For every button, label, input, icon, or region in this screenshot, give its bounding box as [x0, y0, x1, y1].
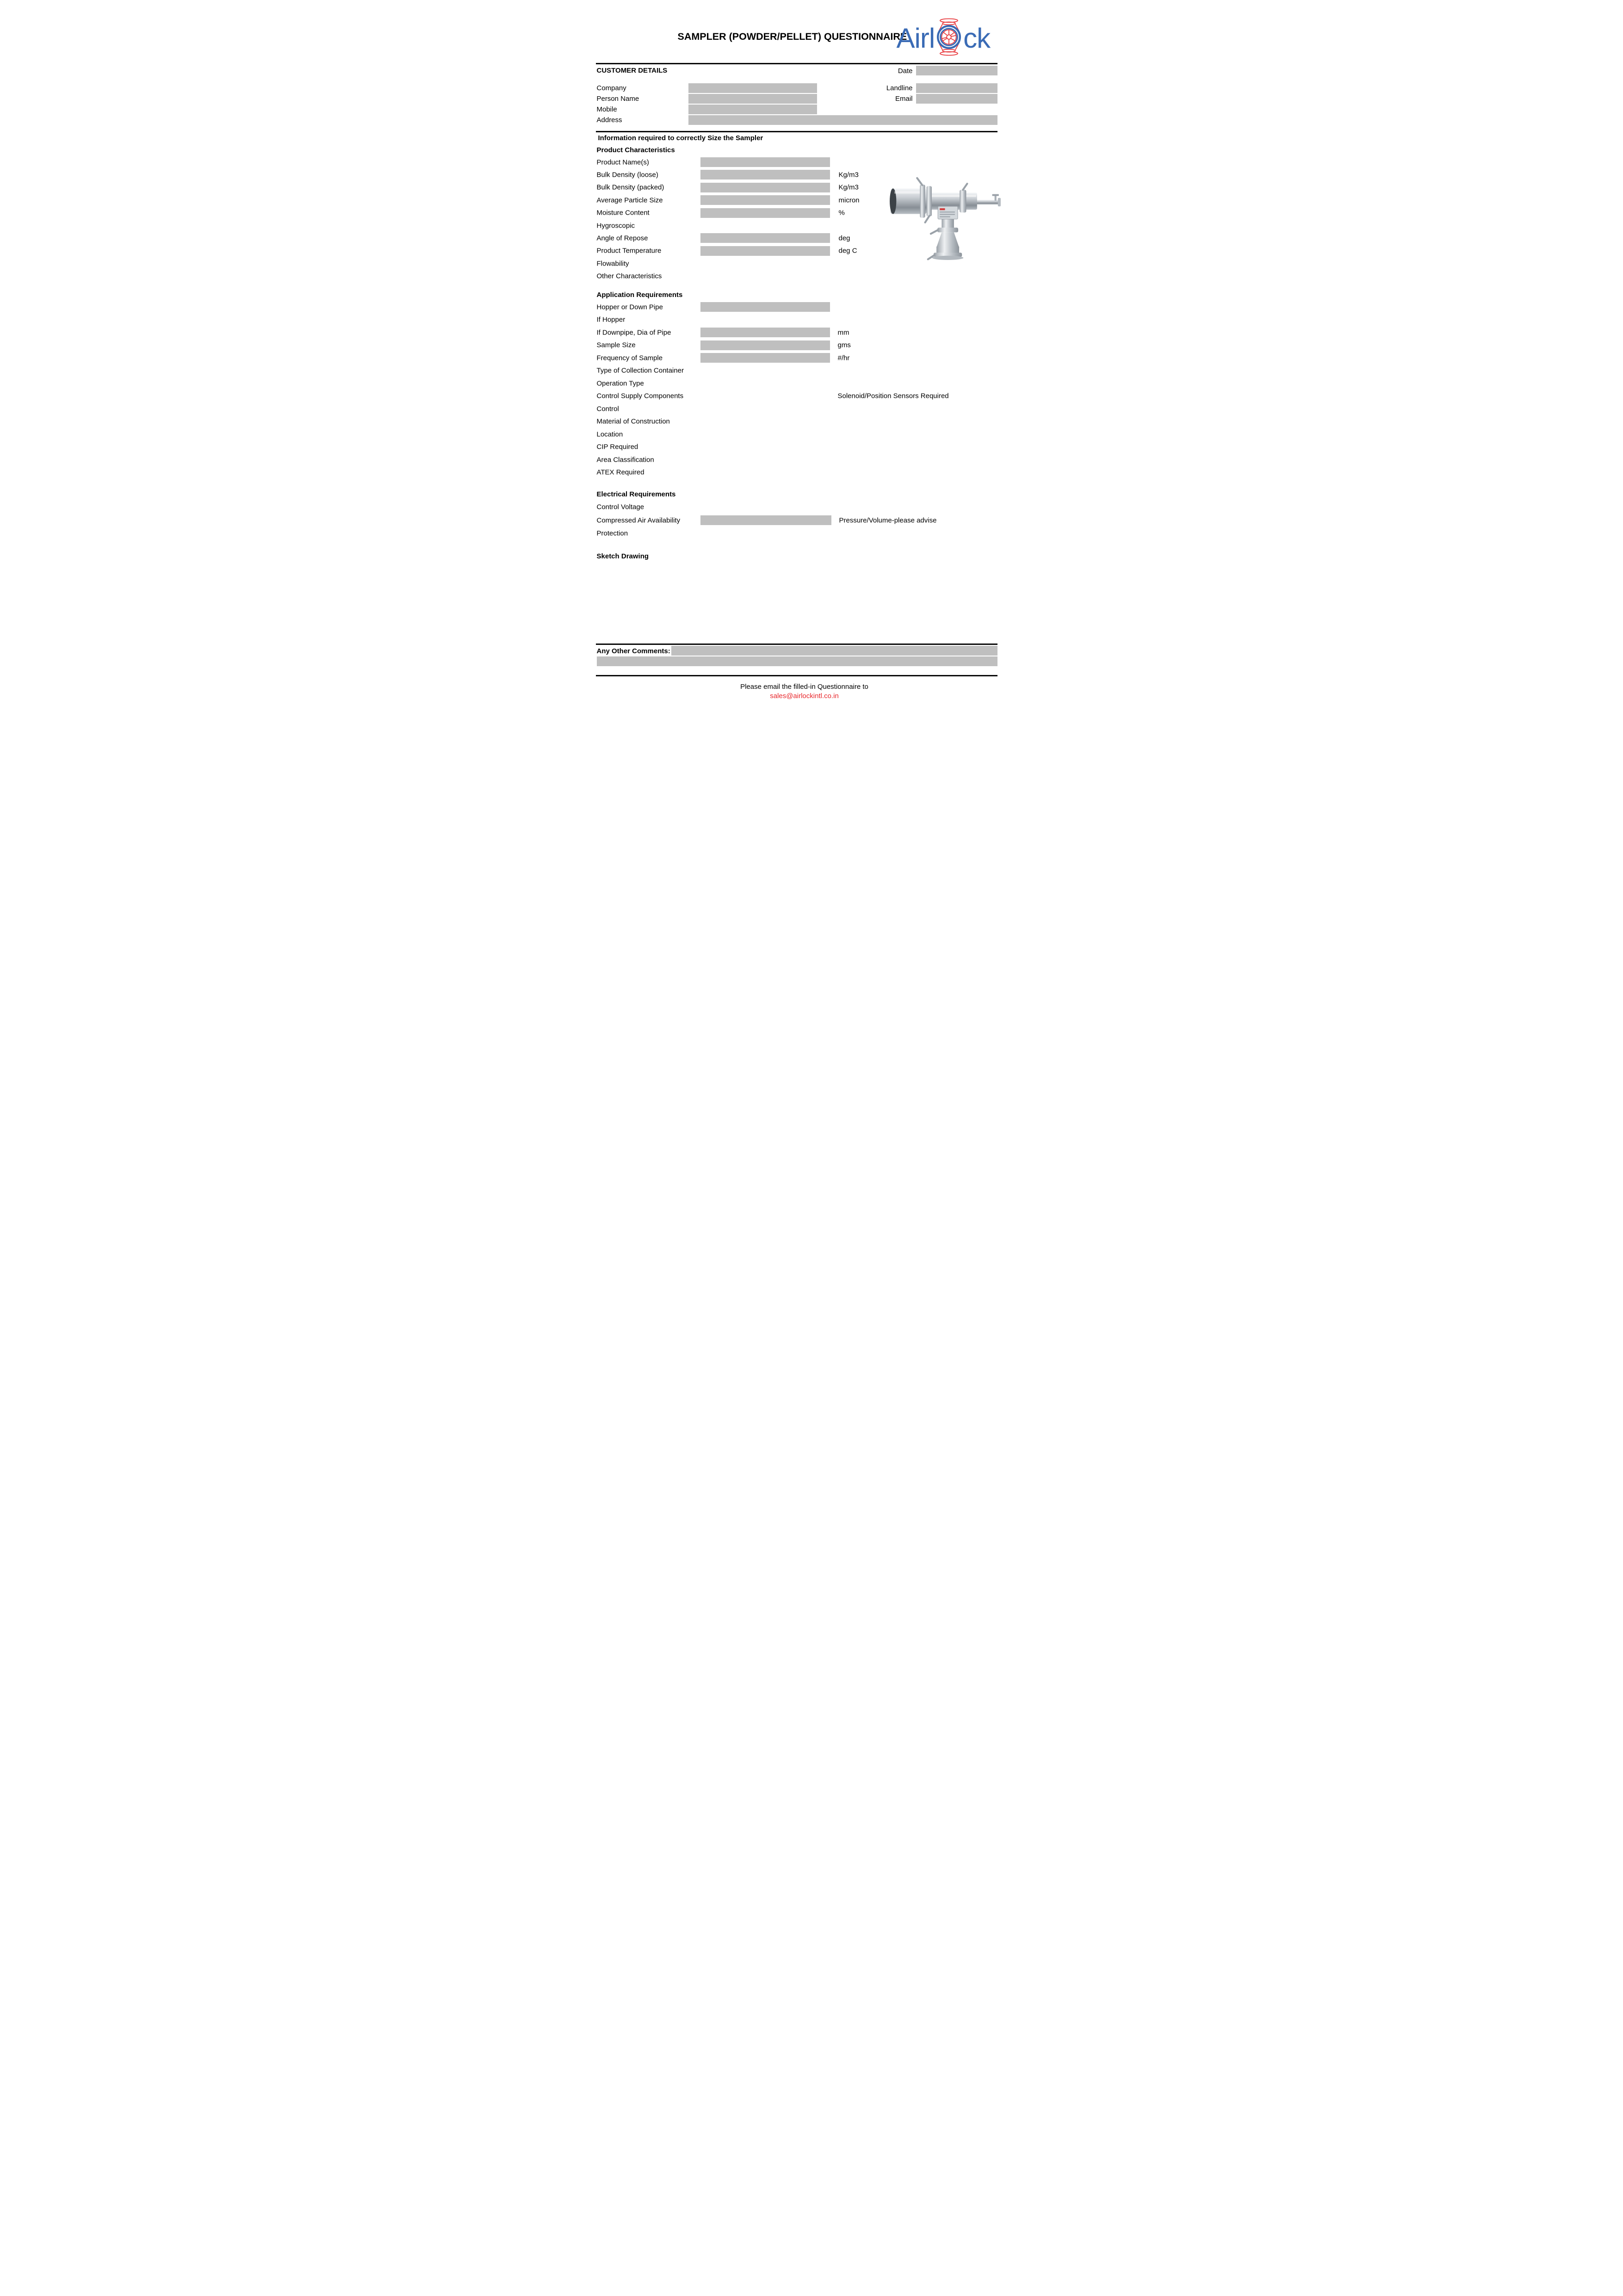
material-of-construction-label: Material of Construction: [596, 417, 670, 426]
divider-comments-top: [596, 644, 997, 645]
other-comments-label: Any Other Comments:: [596, 647, 670, 655]
atex-required-label: ATEX Required: [596, 468, 644, 477]
protection-label: Protection: [596, 529, 628, 538]
frequency-of-sample-label: Frequency of Sample: [596, 354, 663, 362]
if-downpipe-dia-of-pipe-row: [597, 326, 1041, 339]
compressed-air-availability-input[interactable]: [700, 515, 831, 525]
page-title: SAMPLER (POWDER/PELLET) QUESTIONNAIRE: [677, 31, 907, 42]
sample-size-input[interactable]: [700, 340, 830, 350]
angle-of-repose-label: Angle of Repose: [596, 234, 648, 242]
hopper-or-down-pipe-input[interactable]: [700, 302, 830, 312]
average-particle-size-input[interactable]: [700, 195, 830, 205]
average-particle-size-label: Average Particle Size: [596, 196, 663, 204]
control-supply-components-label: Control Supply Components: [596, 392, 684, 400]
sketch-drawing-heading: Sketch Drawing: [596, 552, 649, 560]
product-temperature-input[interactable]: [700, 246, 830, 256]
control-voltage-row: [597, 501, 1041, 514]
sales-email-link[interactable]: sales@airlockintl.co.in: [770, 692, 839, 700]
material-of-construction-row: [597, 415, 1041, 428]
rotary-valve-icon: [935, 20, 963, 56]
operation-type-label: Operation Type: [596, 379, 644, 388]
date-label: Date: [898, 67, 913, 75]
bulk-density-packed-input[interactable]: [700, 183, 830, 192]
application-requirements-rows: [597, 301, 1041, 479]
if-downpipe-dia-of-pipe-unit-label: mm: [837, 328, 849, 337]
landline-label: Landline: [886, 84, 913, 92]
product-temperature-label: Product Temperature: [596, 247, 662, 255]
electrical-requirements-heading: Electrical Requirements: [596, 490, 676, 498]
customer-details-heading: CUSTOMER DETAILS: [596, 67, 668, 74]
logo-text-right: ck: [963, 23, 991, 54]
other-comments-input-1[interactable]: [671, 646, 997, 656]
control-voltage-label: Control Voltage: [596, 503, 644, 511]
other-comments-input-2[interactable]: [597, 656, 997, 666]
type-of-collection-container-row: [597, 365, 1041, 378]
person-name-input[interactable]: [688, 94, 817, 104]
hopper-or-down-pipe-row: [597, 301, 1041, 314]
cip-required-label: CIP Required: [596, 443, 638, 451]
sample-size-unit-label: gms: [837, 341, 851, 349]
electrical-requirements-rows: [597, 501, 1041, 540]
company-input[interactable]: [688, 83, 817, 93]
sketch-drawing-area[interactable]: [597, 562, 997, 641]
landline-input[interactable]: [916, 83, 997, 93]
sample-size-row: [597, 339, 1041, 352]
control-supply-components-row: [597, 390, 1041, 403]
questionnaire-page: [557, 0, 1067, 722]
control-label: Control: [596, 405, 619, 413]
product-name-s-row: [597, 156, 1041, 168]
area-classification-row: [597, 453, 1041, 466]
frequency-of-sample-row: [597, 352, 1041, 365]
type-of-collection-container-label: Type of Collection Container: [596, 366, 684, 375]
mobile-label: Mobile: [596, 105, 617, 113]
frequency-of-sample-input[interactable]: [700, 353, 830, 363]
average-particle-size-unit-label: micron: [838, 196, 860, 204]
location-row: [597, 428, 1041, 441]
product-temperature-unit-label: deg C: [838, 247, 857, 255]
atex-required-row: [597, 466, 1041, 479]
divider-customer-bottom: [596, 131, 997, 132]
other-characteristics-row: [597, 270, 1041, 283]
bulk-density-loose-label: Bulk Density (loose): [596, 171, 658, 179]
control-supply-components-unit-label: Solenoid/Position Sensors Required: [837, 392, 949, 400]
compressed-air-availability-row: [597, 514, 1041, 527]
airlock-logo: [897, 19, 991, 58]
bulk-density-loose-unit-label: Kg/m3: [838, 171, 859, 179]
bulk-density-packed-unit-label: Kg/m3: [838, 183, 859, 192]
footer-email-line: [557, 692, 1053, 700]
divider-top: [596, 63, 997, 64]
hygroscopic-label: Hygroscopic: [596, 222, 635, 230]
protection-row: [597, 527, 1041, 540]
product-name-s-label: Product Name(s): [596, 158, 649, 167]
application-requirements-heading: Application Requirements: [596, 291, 683, 299]
sampler-product-image: [889, 170, 1002, 263]
hopper-or-down-pipe-label: Hopper or Down Pipe: [596, 303, 663, 311]
product-name-s-input[interactable]: [700, 157, 830, 167]
control-row: [597, 402, 1041, 415]
email-label: Email: [895, 95, 913, 103]
person-name-label: Person Name: [596, 95, 639, 103]
operation-type-row: [597, 377, 1041, 390]
moisture-content-unit-label: %: [838, 209, 845, 217]
bulk-density-loose-input[interactable]: [700, 170, 830, 179]
email-input[interactable]: [916, 94, 997, 104]
if-hopper-label: If Hopper: [596, 316, 626, 324]
flowability-label: Flowability: [596, 260, 629, 268]
compressed-air-availability-label: Compressed Air Availability: [596, 516, 681, 525]
other-characteristics-label: Other Characteristics: [596, 272, 662, 280]
logo-text-left: Airl: [896, 23, 935, 54]
if-downpipe-dia-of-pipe-input[interactable]: [700, 328, 830, 337]
compressed-air-availability-unit-label: Pressure/Volume-please advise: [839, 516, 937, 525]
company-label: Company: [596, 84, 626, 92]
footer-instruction: Please email the filled-in Questionnaire to: [740, 683, 868, 691]
moisture-content-input[interactable]: [700, 208, 830, 218]
mobile-input[interactable]: [688, 105, 817, 114]
area-classification-label: Area Classification: [596, 456, 654, 464]
angle-of-repose-input[interactable]: [700, 233, 830, 243]
divider-comments-bottom: [596, 675, 997, 676]
if-downpipe-dia-of-pipe-label: If Downpipe, Dia of Pipe: [596, 328, 671, 337]
product-characteristics-heading: Product Characteristics: [596, 146, 675, 154]
bulk-density-packed-label: Bulk Density (packed): [596, 183, 664, 192]
cip-required-row: [597, 441, 1041, 454]
if-hopper-row: [597, 314, 1041, 327]
info-heading: Information required to correctly Size the Sampler: [598, 134, 763, 142]
moisture-content-label: Moisture Content: [596, 209, 650, 217]
frequency-of-sample-unit-label: #/hr: [837, 354, 850, 362]
location-label: Location: [596, 430, 623, 439]
angle-of-repose-unit-label: deg: [838, 234, 850, 242]
address-label: Address: [596, 116, 622, 124]
address-input[interactable]: [688, 115, 997, 125]
sample-size-label: Sample Size: [596, 341, 636, 349]
date-input[interactable]: [916, 66, 997, 75]
